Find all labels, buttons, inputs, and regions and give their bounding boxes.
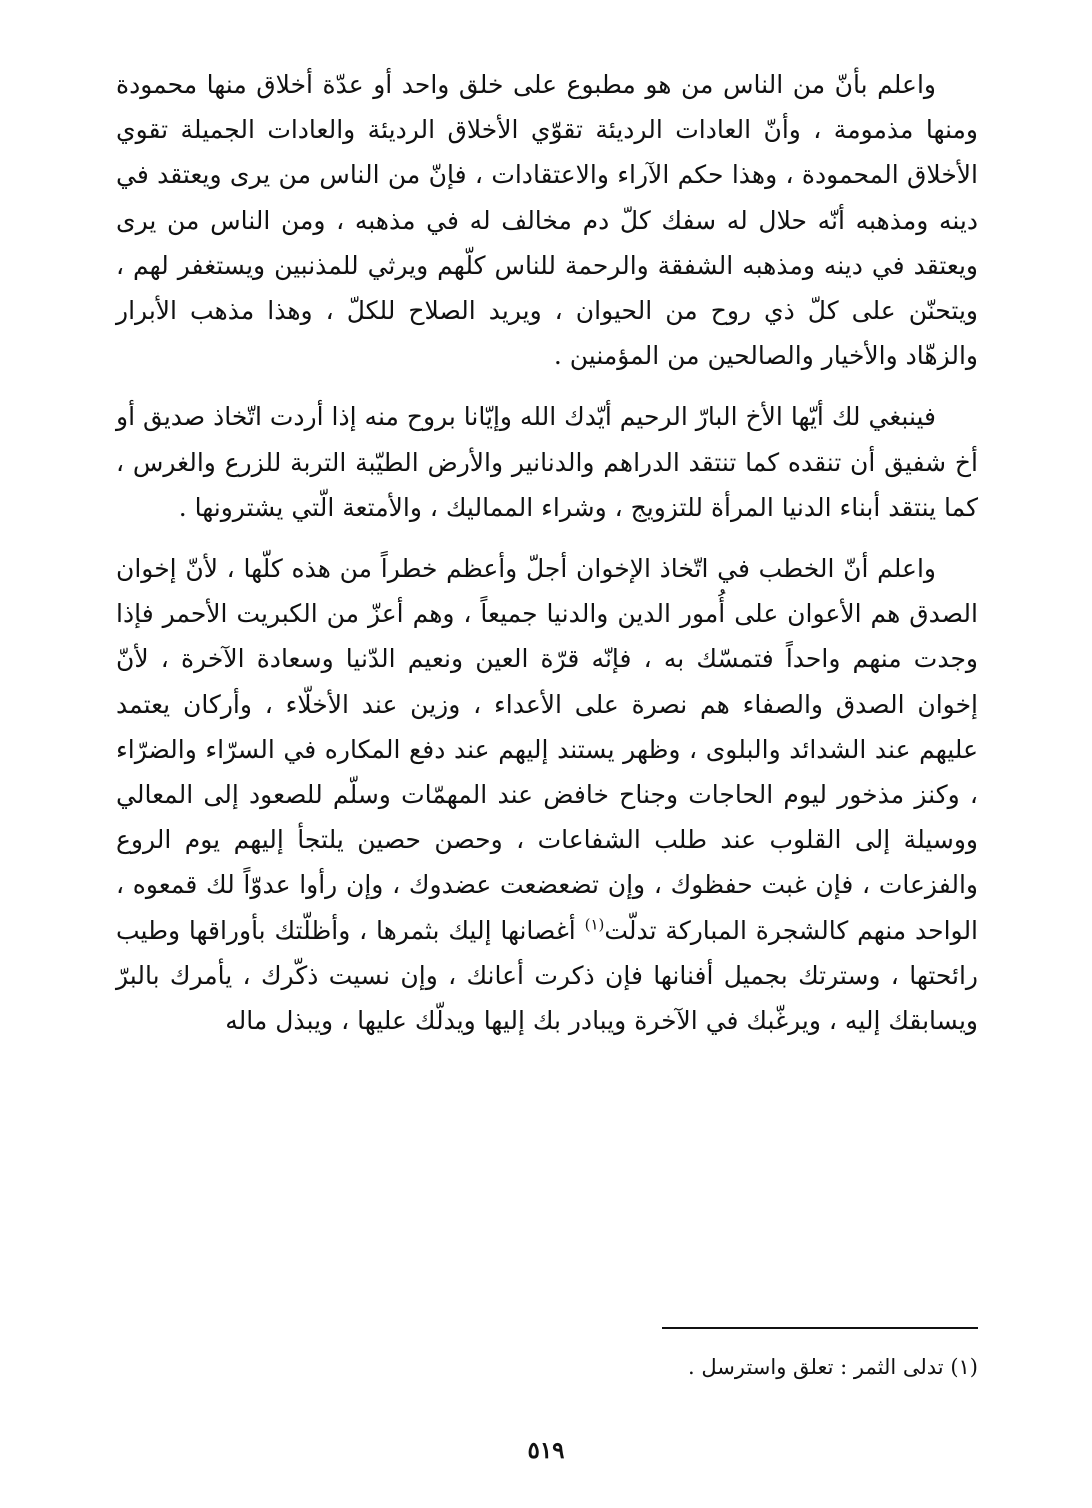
paragraph-3 [116, 546, 978, 1043]
footnote: (١) تدلى الثمر : تعلق واسترسل . [688, 1355, 978, 1379]
paragraph-3-text-after-ref: أغصانها إليك بثمرها ، وأظلّتك بأوراقها وطيب رائحتها ، وسترتك بجميل أفنانها فإن ذكرت أعانك ، وإن نسيت ذكّرك ، يأمرك بالبرّ ويسابقك إليه ، ويرغّبك في الآخرة ويبادر بك إليها ويدلّك عليها ، ويبذل ماله [116, 915, 978, 1036]
paragraph-3-text-before-ref: واعلم أنّ الخطب في اتّخاذ الإخوان أجلّ وأعظم خطراً من هذه كلّها ، لأنّ إخوان الصدق هم الأعوان على أُمور الدين والدنيا جميعاً ، وهم أعزّ من الكبريت الأحمر فإذا وجدت منهم واحداً فتمسّك به ، فإنّه قرّة العين ونعيم الدّنيا وسعادة الآخرة ، لأنّ إخوان الصدق والصفاء هم نصرة على الأعداء ، وزين عند الأخلّاء ، وأركان يعتمد عليهم عند الشدائد والبلوى ، وظهر يستند إليهم عند دفع المكاره في السرّاء والضرّاء ، وكنز مذخور ليوم الحاجات وجناح خافض عند المهمّات وسلّم للصعود إلى المعالي ووسيلة إلى القلوب عند طلب الشفاعات ، وحصن حصين يلتجأ إليهم يوم الروع والفزعات ، فإن غبت حفظوك ، وإن تضعضعت عضدوك ، وإن رأوا عدوّاً لك قمعوه ، الواحد منهم كالشجرة المباركة تدلّت [116, 554, 979, 945]
page-number: ٥١٩ [527, 1437, 565, 1464]
footnote-separator-rule [662, 1327, 978, 1329]
paragraph-1: واعلم بأنّ من الناس من هو مطبوع على خلق واحد أو عدّة أخلاق منها محمودة ومنها مذمومة ، وأنّ العادات الرديئة تقوّي الأخلاق الرديئة والعادات الجميلة تقوي الأخلاق المحمودة ، وهذا حكم الآراء والاعتقادات ، فإنّ من الناس من يرى ويعتقد في دينه ومذهبه أنّه حلال له سفك كلّ دم مخالف له في مذهبه ، ومن الناس من يرى ويعتقد في دينه ومذهبه الشفقة والرحمة للناس كلّهم ويرثي للمذنبين ويستغفر لهم ، ويتحنّن على كلّ ذي روح من الحيوان ، ويريد الصلاح للكلّ ، وهذا مذهب الأبرار والزهّاد والأخيار والصالحين من المؤمنين . [116, 70, 978, 371]
paragraph-2: فينبغي لك أيّها الأخ البارّ الرحيم أيّدك الله وإيّانا بروح منه إذا أردت اتّخاذ صديق أو أخ شفيق أن تنقده كما تنتقد الدراهم والدنانير والأرض الطيّبة التربة للزرع والغرس ، كما ينتقد أبناء الدنيا المرأة للتزويج ، وشراء المماليك ، والأمتعة الّتي يشترونها . [116, 402, 978, 522]
footnote-reference-marker: (١) [584, 915, 605, 934]
main-text-block [116, 62, 978, 1043]
